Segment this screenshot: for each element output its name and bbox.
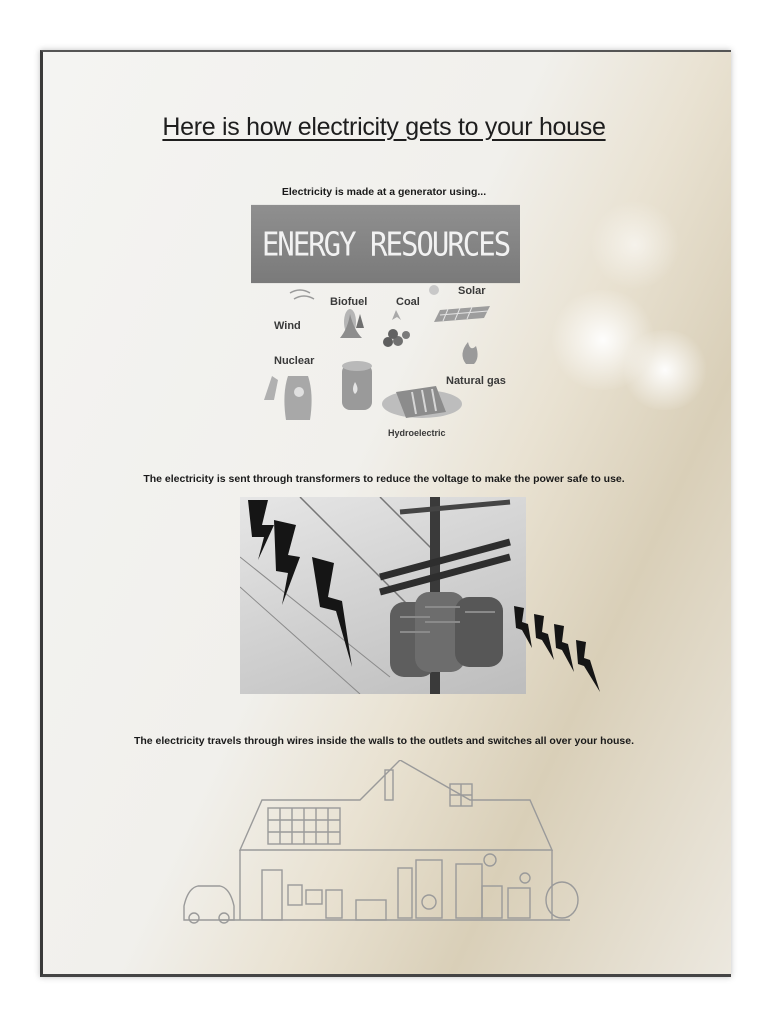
wind-label: Wind — [274, 320, 301, 332]
lightning-bolt-icon — [248, 500, 274, 560]
energy-icons — [250, 278, 530, 438]
house-line-drawing — [180, 760, 590, 930]
nuclear-label: Nuclear — [274, 355, 315, 367]
lightning-bolt-icon — [312, 557, 352, 667]
biofuel-icon — [340, 309, 364, 338]
lightning-bolt-icon — [554, 624, 574, 672]
light-glare — [590, 200, 680, 290]
natural-gas-label: Natural gas — [446, 375, 506, 387]
house-wiring-caption: The electricity travels through wires inside the walls to the outlets and switches all over your house. — [133, 735, 635, 747]
lightning-bolts-left — [240, 495, 370, 670]
energy-banner: ENERGY RESOURCES — [251, 205, 520, 283]
lightning-bolt-icon — [576, 640, 600, 692]
light-glare — [620, 330, 710, 410]
hydroelectric-label: Hydroelectric — [388, 428, 446, 438]
biofuel-label: Biofuel — [330, 296, 368, 308]
wind-icon — [290, 290, 314, 299]
page-title: Here is how electricity gets to your house — [162, 113, 606, 141]
lightning-bolt-icon — [514, 606, 532, 648]
oil-barrel-icon — [342, 361, 372, 410]
nuclear-icon — [264, 376, 312, 420]
lightning-bolt-icon — [534, 614, 554, 660]
generator-caption: Electricity is made at a generator using... — [281, 186, 487, 198]
coal-label: Coal — [396, 296, 420, 308]
lightning-bolts-right — [510, 600, 610, 696]
solar-label: Solar — [458, 285, 486, 297]
transformer-caption: The electricity is sent through transformers to reduce the voltage to make the power safe to use. — [143, 473, 625, 485]
solar-icon — [429, 285, 490, 322]
house-illustration — [180, 760, 590, 930]
coal-icon — [383, 310, 410, 347]
lightning-bolt-icon — [274, 520, 300, 605]
hydroelectric-icon — [382, 386, 462, 418]
natural-gas-icon — [462, 342, 477, 364]
